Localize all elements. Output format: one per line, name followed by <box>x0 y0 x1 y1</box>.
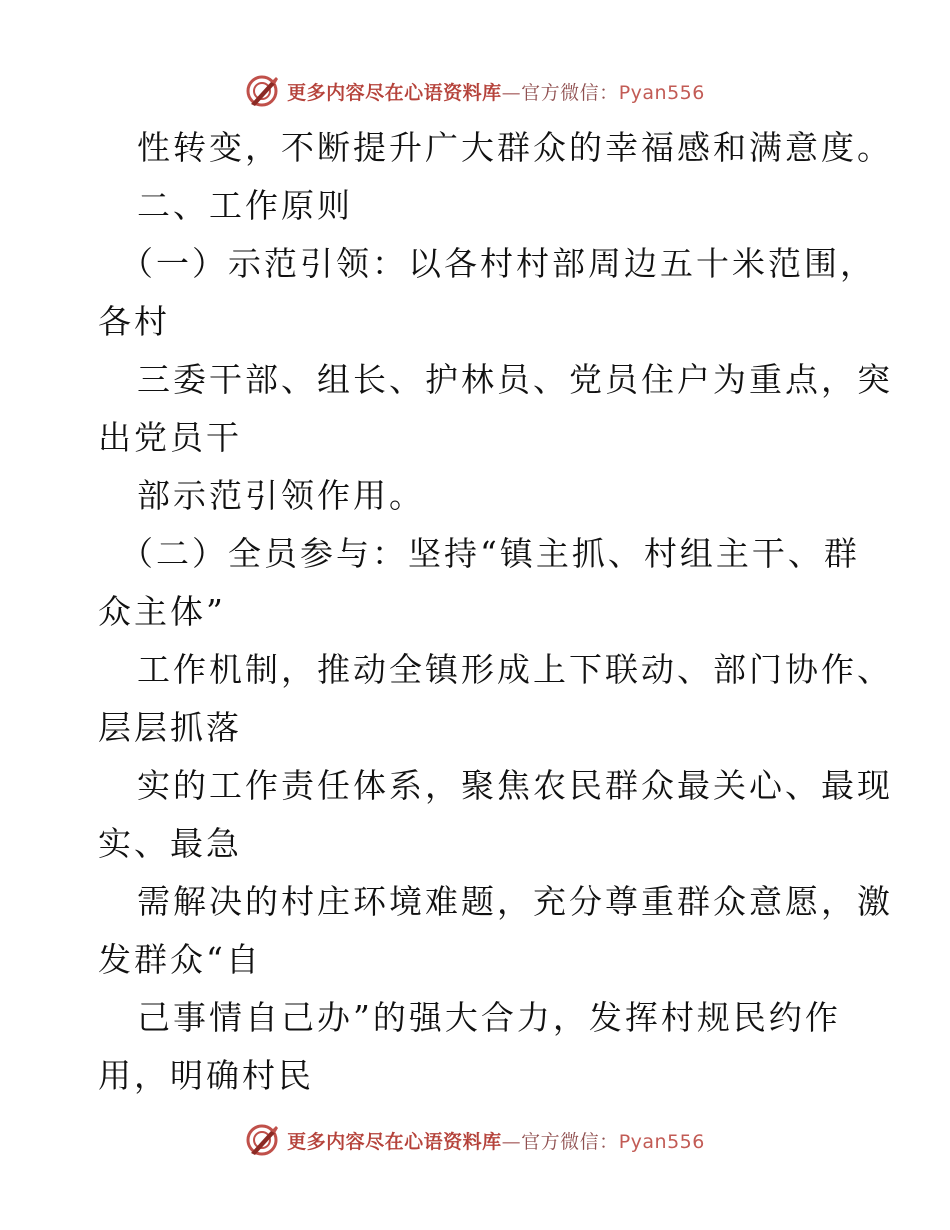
footer-watermark-banner <box>0 1120 950 1160</box>
text-line: 工作机制，推动全镇形成上下联动、部门协作、 <box>137 650 893 689</box>
banner-site-name: 更多内容尽在心语资料库 <box>287 81 502 104</box>
text-line: 实、最急 <box>98 824 242 863</box>
text-line: 需解决的村庄环境难题，充分尊重群众意愿，激 <box>137 882 893 921</box>
banner-dash: — <box>501 1130 522 1153</box>
pen-logo-icon <box>245 1123 279 1157</box>
text-line: 层层抓落 <box>98 708 242 747</box>
banner-wechat-id: Pyan556 <box>618 81 705 104</box>
banner-wechat-label: 官方微信： <box>521 1130 619 1153</box>
banner-wechat-id: Pyan556 <box>618 1130 705 1153</box>
text-line: 性转变，不断提升广大群众的幸福感和满意度。 <box>137 128 893 167</box>
text-line: 出党员干 <box>98 418 242 457</box>
text-line: （一）示范引领：以各村村部周边五十米范围， <box>120 244 876 283</box>
banner-wechat-label: 官方微信： <box>521 81 619 104</box>
banner-site-name: 更多内容尽在心语资料库 <box>287 1130 502 1153</box>
header-watermark-banner <box>0 71 950 111</box>
banner-dash: — <box>501 81 522 104</box>
text-line: 各村 <box>98 302 170 341</box>
section-heading: 二、工作原则 <box>137 186 353 225</box>
text-line: 部示范引领作用。 <box>137 476 425 515</box>
text-line: 实的工作责任体系，聚焦农民群众最关心、最现 <box>137 766 893 805</box>
text-line: 用，明确村民 <box>98 1056 314 1095</box>
text-line: 发群众“自 <box>98 940 262 979</box>
text-line: 三委干部、组长、护林员、党员住户为重点，突 <box>137 360 893 399</box>
text-line: （二）全员参与：坚持“镇主抓、村组主干、群 <box>120 534 860 573</box>
text-line: 众主体” <box>98 592 226 631</box>
text-line: 己事情自己办”的强大合力，发挥村规民约作 <box>137 998 841 1037</box>
pen-logo-icon <box>245 74 279 108</box>
